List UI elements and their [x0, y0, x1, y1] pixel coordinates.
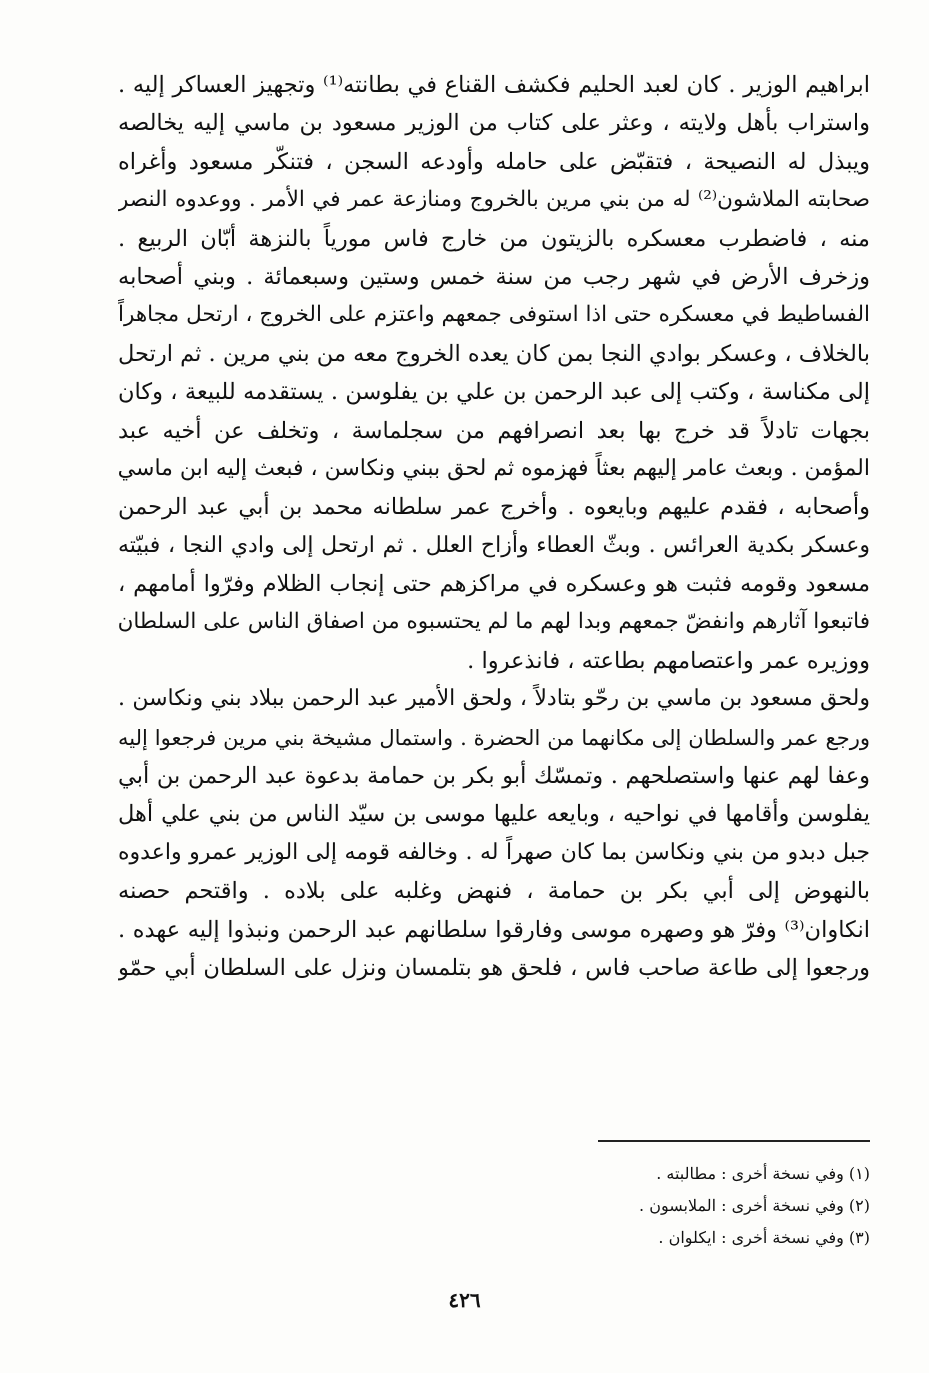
footnote-2: (٢) وفي نسخة أخرى : الملابسون .	[639, 1196, 870, 1215]
text-line-15: فاتبعوا آثارهم وانفضّ جمعهم وبدا لهم ما لم يحتسبوه من اصفاق الناس على السلطان	[118, 609, 870, 635]
text-line-20: يفلوسن وأقامها في نواحيه ، وبايعه عليها موسى بن سيّد الناس من بني علي أهل	[118, 801, 870, 828]
text-line-22: بالنهوض إلى أبي بكر بن حمامة ، فنهض وغلبه على بلاده . واقتحم حصنه	[118, 878, 870, 905]
text-line-3: ويبذل له النصيحة ، فتقبّض على حامله وأودعه السجن ، فتنكّر مسعود وأغراه	[118, 148, 870, 175]
footnotes	[500, 1158, 870, 1254]
text-line-7: الفساطيط في معسكره حتى اذا استوفى جمعهم واعتزم على الخروج ، ارتحل مجاهراً	[118, 302, 870, 328]
page-number: ٤٢٦	[448, 1288, 481, 1312]
text-line-10: بجهات تادلاً قد خرج بها بعد انصرافهم من سجلماسة ، وتخلف عن أخيه عبد	[118, 417, 870, 444]
text-line-11: المؤمن . وبعث عامر إليهم بعثاً فهزموه ثم لحق ببني ونكاسن ، فبعث إليه ابن ماسي	[118, 455, 870, 481]
text-line-17: ولحق مسعود بن ماسي بن رحّو بتادلاً ، ولحق الأمير عبد الرحمن ببلاد بني ونكاسن .	[118, 686, 870, 712]
text-line-23: انكاوان⁽³⁾ وفرّ هو وصهره موسى وفارقوا سلطانهم عبد الرحمن ونبذوا إليه عهده .	[118, 916, 870, 943]
text-line-9: إلى مكناسة ، وكتب إلى عبد الرحمن بن علي بن يفلوسن . يستقدمه للبيعة ، وكان	[118, 379, 870, 406]
text-line-4: صحابته الملاشون⁽²⁾ له من بني مرين بالخروج ومنازعة عمر في الأمر . ووعدوه النصر	[118, 187, 870, 213]
text-line-8: بالخلاف ، وعسكر بوادي النجا بمن كان يعده الخروج معه من بني مرين . ثم ارتحل	[118, 340, 870, 367]
text-line-21: جبل دبدو من بني ونكاسن بما كان صهراً له . وخالفه قومه إلى الوزير عمرو واعدوه	[118, 839, 870, 865]
text-line-13: وعسكر بكدية العرائس . وبثّ العطاء وأزاح العلل . ثم ارتحل إلى وادي النجا ، فبيّته	[118, 532, 870, 558]
text-line-19: وعفا لهم عنها واستصلحهم . وتمسّك أبو بكر بن حمامة بدعوة عبد الرحمن بن أبي	[118, 763, 870, 790]
text-line-24: ورجعوا إلى طاعة صاحب فاس ، فلحق هو بتلمسان ونزل على السلطان أبي حمّو	[118, 954, 870, 981]
text-line-1: ابراهيم الوزير . كان لعبد الحليم فكشف القناع في بطانته⁽¹⁾ وتجهيز العساكر إليه .	[118, 72, 870, 98]
footnote-3: (٣) وفي نسخة أخرى : ايكلوان .	[658, 1228, 870, 1247]
footnote-1: (١) وفي نسخة أخرى : مطالبته .	[656, 1164, 870, 1183]
text-line-6: وزخرف الأرض في شهر رجب من سنة خمس وستين وسبعمائة . وبني أصحابه	[118, 263, 870, 290]
text-line-12: وأصحابه ، فقدم عليهم وبايعوه . وأخرج عمر سلطانه محمد بن أبي عبد الرحمن	[118, 494, 870, 521]
text-line-18: ورجع عمر والسلطان إلى مكانهما من الحضرة . واستمال مشيخة بني مرين فرجعوا إليه	[118, 725, 870, 750]
text-line-14: مسعود وقومه فثبت هو وعسكره في مراكزهم حتى إنجاب الظلام وفرّوا أمامهم ،	[118, 571, 870, 598]
text-line-5: منه ، فاضطرب معسكره بالزيتون من خارج فاس مورياً بالنزهة أبّان الربيع .	[118, 225, 870, 252]
text-line-16: ووزيره عمر واعتصامهم بطاعته ، فانذعروا .	[467, 647, 870, 674]
text-line-2: واستراب بأهل ولايته ، وعثر على كتاب من الوزير مسعود بن ماسي إليه يخالصه	[118, 110, 870, 137]
footnote-separator	[598, 1140, 870, 1142]
body-text	[118, 66, 870, 987]
